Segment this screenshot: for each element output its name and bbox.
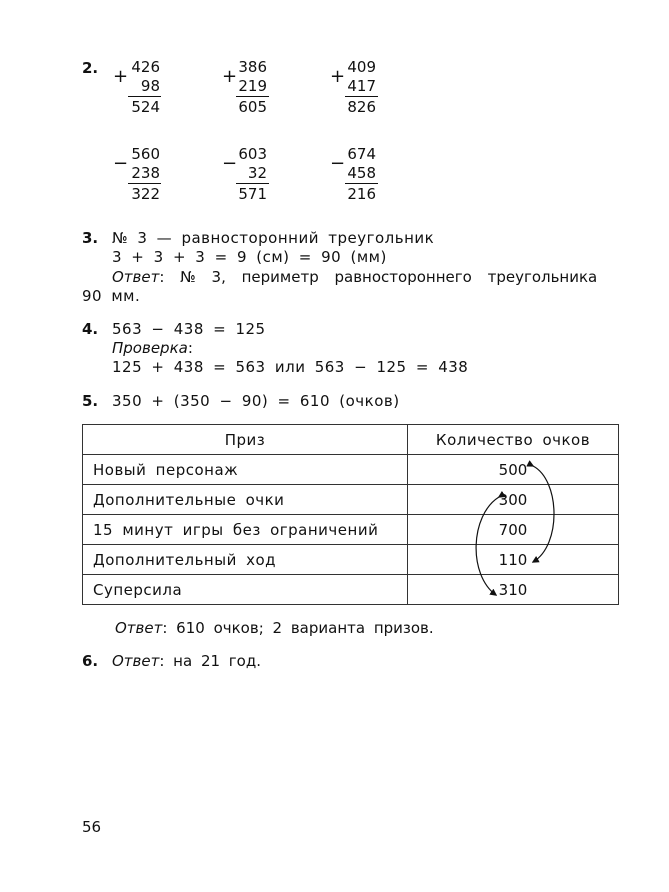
arrow-300-310	[476, 497, 499, 595]
task-3-line-1: № 3 — равносторонний треугольник	[112, 229, 435, 247]
check-colon: :	[187, 339, 193, 357]
operand-b: 238	[131, 164, 160, 182]
task-3-answer-continuation: 90 мм.	[82, 287, 141, 305]
task-3-number: 3.	[82, 229, 99, 247]
task-4-number: 4.	[82, 320, 99, 338]
minus-sign: −	[222, 153, 238, 174]
answer-text: : на 21 год.	[159, 652, 262, 670]
operand-b: 458	[347, 164, 376, 182]
minus-sign: −	[113, 153, 129, 174]
operand-b: 32	[247, 164, 267, 182]
answer-text: : 610 очков; 2 варианта призов.	[162, 619, 434, 637]
result: 826	[347, 98, 376, 116]
task-3-line-2: 3 + 3 + 3 = 9 (см) = 90 (мм)	[112, 248, 387, 266]
answer-label: Ответ	[115, 619, 163, 637]
operand-a: 386	[238, 58, 267, 76]
operand-a: 426	[131, 58, 160, 76]
task-5-answer	[115, 619, 434, 637]
task-2-number: 2.	[82, 59, 99, 77]
check-label: Проверка	[112, 339, 188, 357]
prize-cell: 15 минут игры без ограничений	[83, 515, 408, 545]
operand-a: 674	[347, 145, 376, 163]
page-number: 56	[82, 818, 102, 836]
minus-sign: −	[330, 153, 346, 174]
result: 322	[131, 185, 160, 203]
plus-sign: +	[330, 66, 346, 87]
prize-cell: Новый персонаж	[83, 455, 408, 485]
result: 571	[238, 185, 267, 203]
operand-b: 98	[140, 77, 160, 95]
points-cell: 500	[408, 455, 619, 485]
task-4-line-3: 125 + 438 = 563 или 563 − 125 = 438	[112, 358, 469, 376]
task-6-answer	[112, 652, 261, 670]
task-5-number: 5.	[82, 392, 99, 410]
operand-a: 409	[347, 58, 376, 76]
plus-sign: +	[113, 66, 129, 87]
result: 605	[238, 98, 267, 116]
points-cell: 700	[408, 515, 619, 545]
answer-text: : № 3, периметр равностороннего треугольника	[159, 268, 598, 286]
answer-label: Ответ	[112, 268, 160, 286]
operand-b: 417	[347, 77, 376, 95]
prize-cell: Дополнительный ход	[83, 545, 408, 575]
task-6-number: 6.	[82, 652, 99, 670]
header-prize: Приз	[83, 425, 408, 455]
plus-sign: +	[222, 66, 238, 87]
arrow-500-110	[533, 466, 554, 562]
operand-a: 560	[131, 145, 160, 163]
points-cell: 300	[408, 485, 619, 515]
points-cell: 110	[408, 545, 619, 575]
result: 216	[347, 185, 376, 203]
task-5-line-1: 350 + (350 − 90) = 610 (очков)	[112, 392, 400, 410]
prize-cell: Дополнительные очки	[83, 485, 408, 515]
prize-cell: Суперсила	[83, 575, 408, 605]
operand-b: 219	[238, 77, 267, 95]
answer-label: Ответ	[112, 652, 160, 670]
points-cell: 310	[408, 575, 619, 605]
operand-a: 603	[238, 145, 267, 163]
header-points: Количество очков	[408, 425, 619, 455]
result: 524	[131, 98, 160, 116]
task-4-line-1: 563 − 438 = 125	[112, 320, 266, 338]
